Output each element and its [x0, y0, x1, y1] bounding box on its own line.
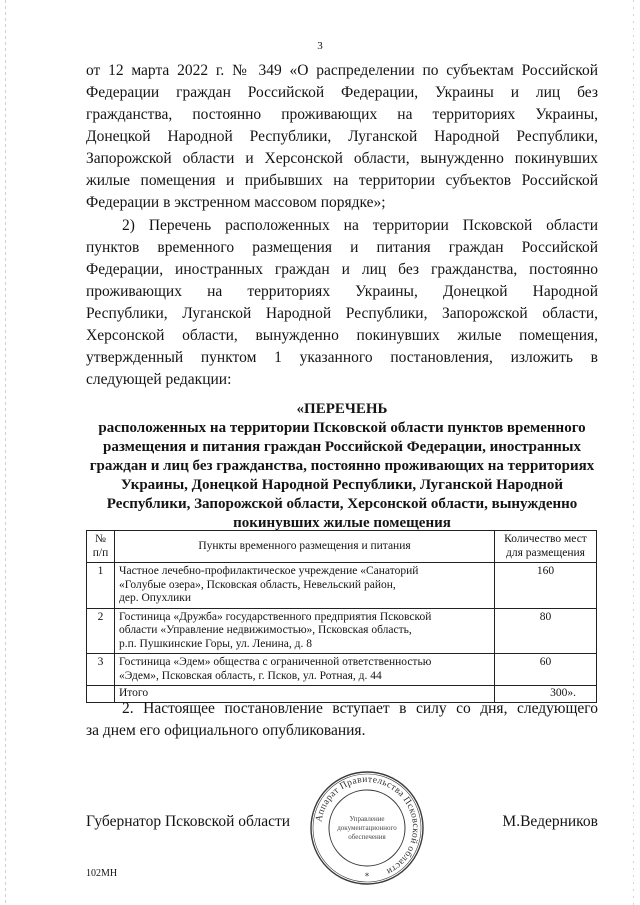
row-name-line: «Голубые озера», Псковская область, Невельский район, [119, 578, 396, 591]
paragraph-1-last-line: Федерации в экстренном массовом порядке»; [86, 194, 386, 211]
paragraph-1-line: Запорожской области и Херсонской области, вынужденно покинувших [86, 150, 598, 167]
paragraph-2-line: пунктов временного размещения и питания граждан Российской [86, 239, 598, 256]
row-name-line: области «Управление недвижимостью», Псковская область, [119, 624, 412, 636]
row-name [115, 563, 495, 609]
paragraph-3-line: 2. Настоящее постановление вступает в силу со дня, следующего [122, 700, 598, 717]
row-name-line: «Эдем», Псковская область, г. Псков, ул. Ротная, д. 44 [119, 669, 382, 682]
seal-inner-line: документационного [337, 824, 397, 832]
row-num: 2 [87, 608, 115, 654]
placement-points-table [86, 530, 597, 703]
row-count: 60 [495, 654, 597, 686]
page-number: 3 [317, 40, 323, 52]
total-label: Итого [115, 686, 495, 703]
row-name-line: Гостиница «Дружба» государственного предприятия Псковской [119, 610, 432, 623]
header-count [495, 531, 597, 563]
header-name: Пункты временного размещения и питания [115, 531, 495, 563]
list-heading-title: «ПЕРЕЧЕНЬ [296, 401, 388, 417]
paragraph-3 [86, 698, 598, 742]
paragraph-2 [86, 215, 598, 391]
header-count-line: Количество мест [504, 533, 587, 545]
scan-edge-left [5, 0, 6, 905]
row-num: 1 [87, 563, 115, 609]
header-num-line: п/п [92, 546, 109, 559]
list-heading-line: граждан и лиц без гражданства, постоянно проживающих на территориях [89, 458, 595, 474]
header-num [87, 531, 115, 563]
list-heading-line: покинувших жилые помещения [233, 515, 451, 531]
table-row [87, 563, 597, 609]
signature-position: Губернатор Псковской области [86, 813, 291, 830]
scan-edge-right [633, 0, 634, 905]
row-count: 80 [495, 608, 597, 654]
row-name [115, 654, 495, 686]
paragraph-2-line: Херсонской области, вынужденно покинувших жилые помещения, [86, 327, 598, 344]
row-name-line: дер. Опухлики [119, 592, 192, 604]
paragraph-1-line: от 12 марта 2022 г. № 349 «О распределении по субъектам Российской [86, 62, 598, 79]
paragraph-2-line: Федерации, иностранных граждан и лиц без гражданства, постоянно [86, 261, 598, 278]
row-name-line: р.п. Пушкинские Горы, ул. Ленина, д. 8 [119, 637, 313, 650]
row-name-line: Гостиница «Эдем» общества с ограниченной ответственностью [119, 656, 432, 668]
list-heading [86, 400, 598, 533]
paragraph-1 [86, 60, 598, 214]
header-num-line: № [95, 533, 106, 545]
header-count-line: для размещения [506, 546, 585, 559]
paragraph-1-line: жилые помещения и прибывших на территории субъектов Российской [86, 172, 598, 189]
paragraph-1-line: гражданства, постоянно проживающих на территориях Украины, [86, 106, 598, 123]
total-value: 300». [495, 686, 597, 703]
seal-inner-line: обеспечения [348, 833, 386, 841]
footer-code: 102МН [86, 868, 118, 879]
paragraph-1-line: Федерации граждан Российской Федерации, Украины и лиц без [86, 84, 598, 101]
official-seal-stamp [308, 769, 426, 887]
seal-inner-line: Управление [349, 815, 385, 823]
list-heading-line: Республики, Запорожской области, Херсонской области, вынужденно [106, 496, 578, 512]
paragraph-2-line: Республики, Луганской Народной Республики, Запорожской области, [86, 305, 598, 322]
list-heading-line: Украины, Донецкой Народной Республики, Луганской Народной [120, 477, 564, 493]
paragraph-2-line: утвержденный пунктом 1 указанного постановления, изложить в [86, 349, 598, 366]
row-count: 160 [495, 563, 597, 609]
list-heading-line: расположенных на территории Псковской области пунктов временного [98, 420, 586, 436]
seal-star-icon: * [364, 872, 370, 882]
paragraph-1-line: Донецкой Народной Республики, Луганской Народной Республики, [86, 128, 598, 145]
paragraph-2-line: 2) Перечень расположенных на территории Псковской области [122, 217, 598, 234]
seal-outer-text: Аппарат Правительства Псковской области [314, 774, 421, 877]
table-row [87, 654, 597, 686]
list-heading-line: размещения и питания граждан Российской Федерации, иностранных [103, 439, 581, 455]
paragraph-2-line: проживающих на территориях Украины, Донецкой Народной [86, 283, 598, 300]
row-name-line: Частное лечебно-профилактическое учреждение «Санаторий [119, 565, 419, 577]
row-num: 3 [87, 654, 115, 686]
signature-name: М.Ведерников [502, 813, 598, 830]
paragraph-2-last-line: следующей редакции: [86, 371, 232, 388]
paragraph-3-last-line: за днем его официального опубликования. [86, 722, 366, 739]
row-name [115, 608, 495, 654]
table-row [87, 608, 597, 654]
table-header-row [87, 531, 597, 563]
